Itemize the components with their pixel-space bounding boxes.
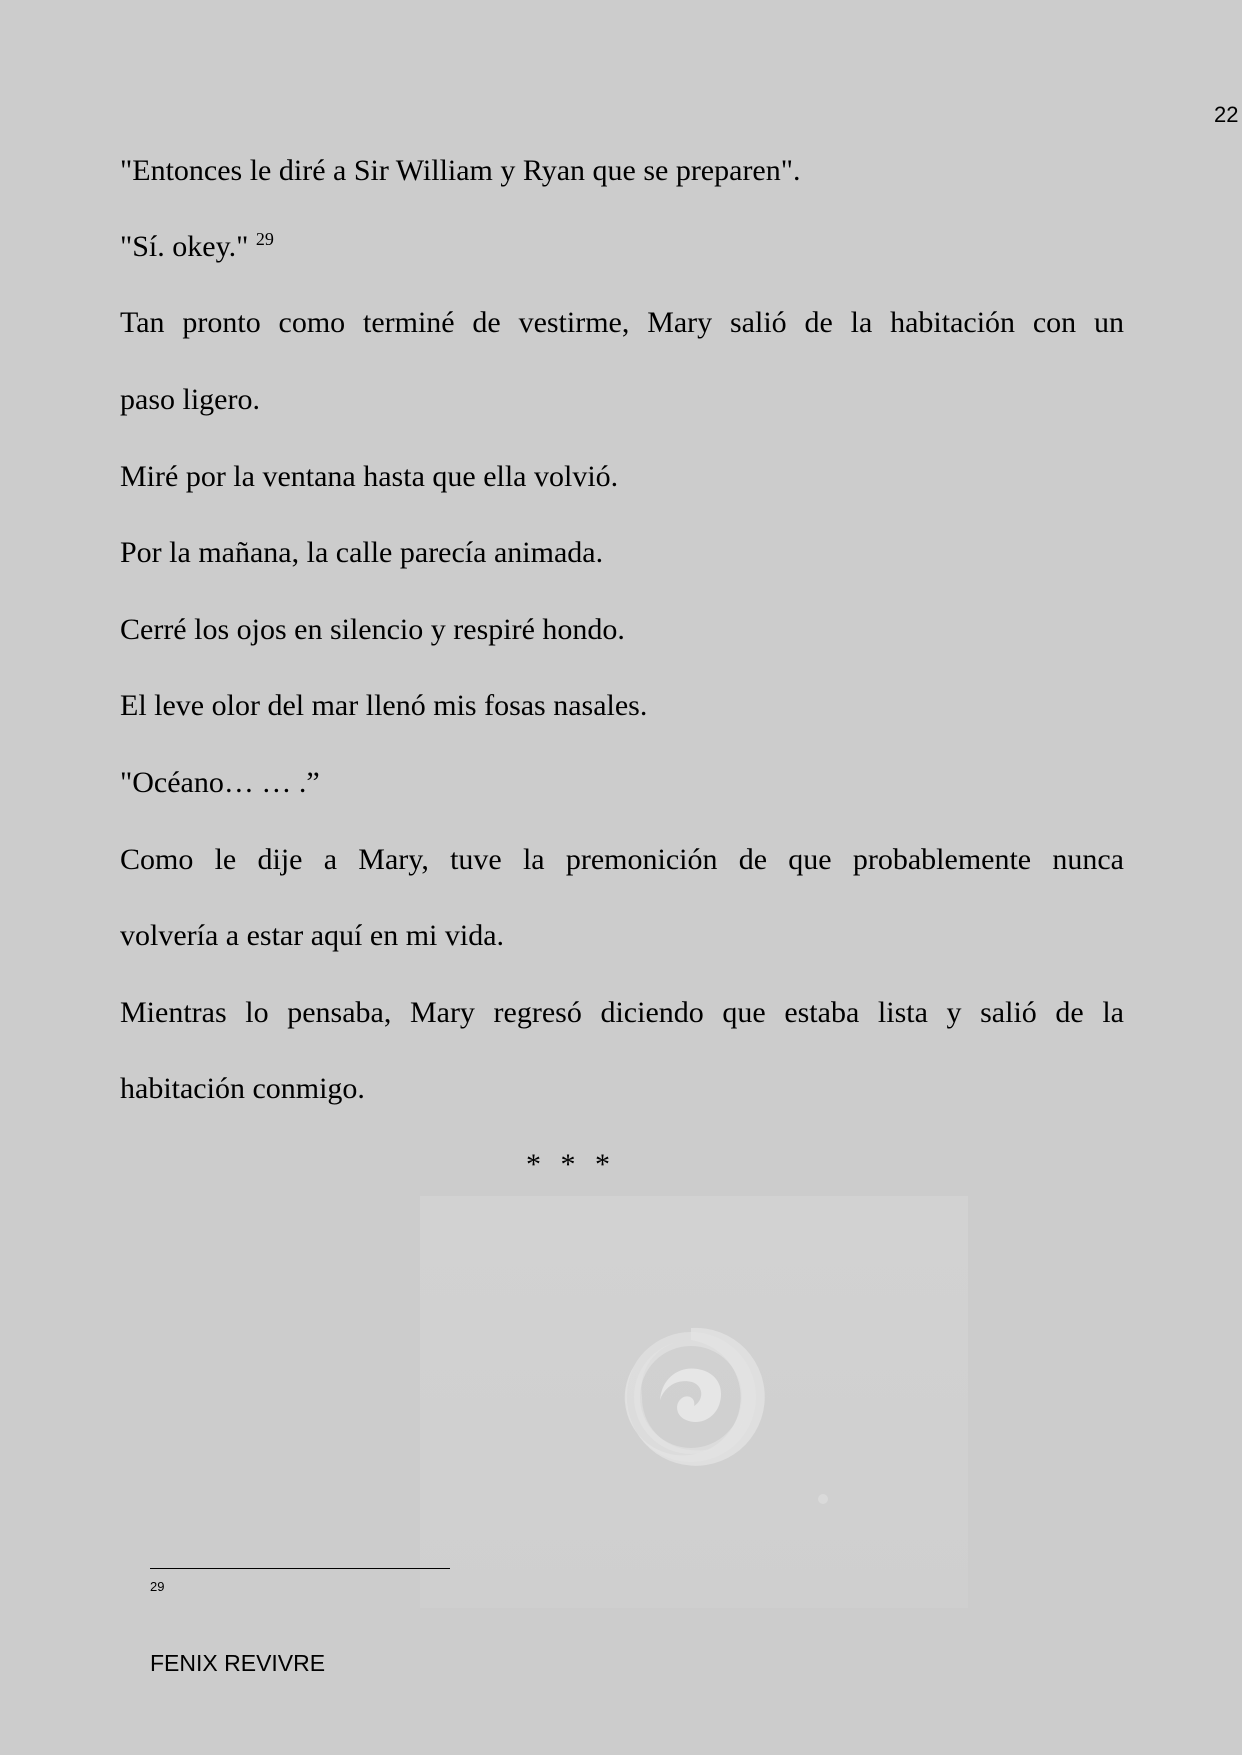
paragraph-1: "Entonces le diré a Sir William y Ryan que se preparen". [120,154,801,187]
paragraph-4: Miré por la ventana hasta que ella volvió. [120,460,619,493]
section-divider: * * * [526,1148,616,1181]
paragraph-7: El leve olor del mar llenó mis fosas nasales. [120,689,648,722]
paragraph-3-line-2: paso ligero. [120,383,260,416]
paragraph-2 [120,229,1124,263]
paragraph-10-line-1: Mientras lo pensaba, Mary regresó diciendo que estaba lista y salió de la [120,996,1124,1029]
paragraph-5: Por la mañana, la calle parecía animada. [120,536,604,569]
paragraph-10-line-2: habitación conmigo. [120,1072,365,1105]
footnote-text: FENIX REVIVRE [150,1650,326,1676]
watermark-dot-icon [816,1492,830,1506]
footnote-number: 29 [150,1579,165,1594]
watermark-image [420,1196,968,1608]
footnote-separator [150,1568,450,1569]
paragraph-3-line-1: Tan pronto como terminé de vestirme, Mary salió de la habitación con un [120,306,1124,339]
paragraph-6: Cerré los ojos en silencio y respiré hondo. [120,613,625,646]
paragraph-9-line-1: Como le dije a Mary, tuve la premonición de que probablemente nunca [120,843,1124,876]
paragraph-9-line-2: volvería a estar aquí en mi vida. [120,919,505,952]
paragraph-2-text: "Sí. okey." [120,230,249,263]
swirl-logo-icon [616,1322,766,1472]
paragraph-8: "Océano… … .” [120,766,320,799]
page-number: 22 [1214,102,1239,127]
footnote-reference[interactable]: 29 [255,229,274,249]
